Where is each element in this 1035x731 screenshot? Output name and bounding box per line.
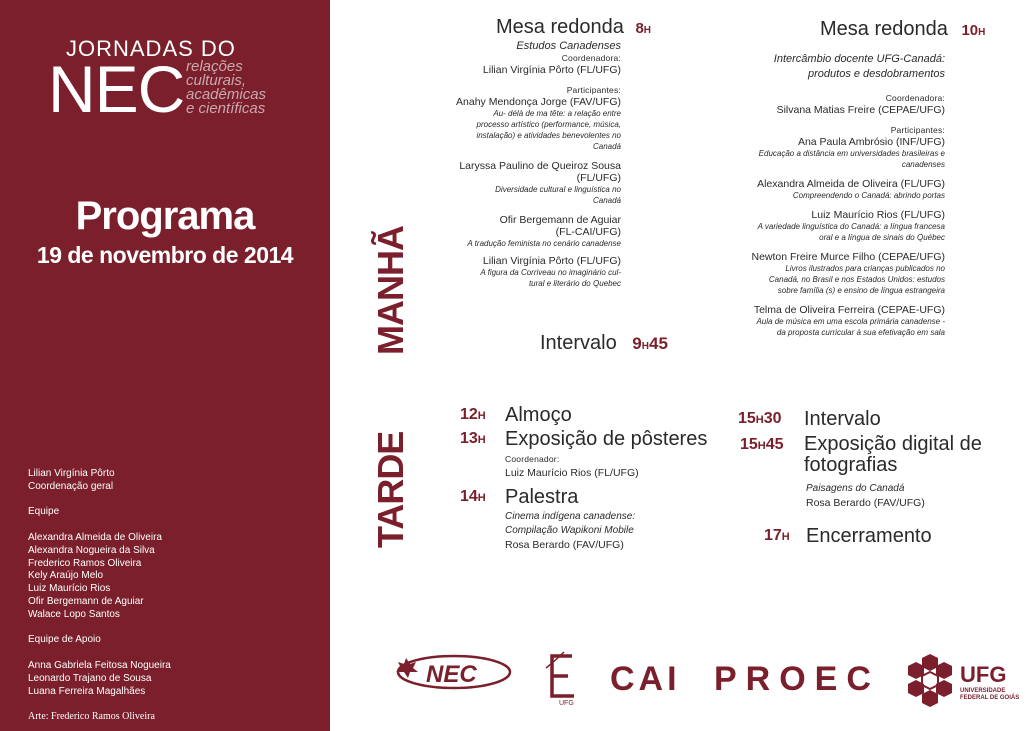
brand-sub-line: acadêmicas	[186, 86, 267, 103]
time-h: H	[477, 492, 486, 504]
time-number: 15	[740, 436, 758, 453]
time-number: 12	[460, 406, 478, 423]
team-member: Kely Araújo Melo	[28, 570, 104, 582]
time-number: 45	[765, 436, 784, 453]
time-h: H	[755, 414, 764, 426]
expo-sub: Paisagens do Canadá	[806, 483, 905, 494]
interval1	[540, 332, 668, 355]
almoco-label: Almoço	[505, 404, 572, 426]
ufg-emblem	[900, 650, 960, 715]
team-member: Ofir Bergemann de Aguiar	[28, 595, 144, 607]
time-h: H	[978, 27, 986, 38]
talk-line: canadenses	[901, 160, 945, 169]
participants-label: Participantes:	[566, 85, 621, 95]
brand-subtitle	[186, 60, 266, 116]
coord-name: Luiz Maurício Rios (FL/UFG)	[505, 467, 639, 479]
mesa2-heading	[820, 18, 985, 41]
mesa2-title: Mesa redonda	[820, 18, 948, 40]
talk-line: A figura da Corriveau no imaginário cul-	[480, 268, 621, 277]
participant-name: (FL-CAI/UFG)	[555, 226, 621, 238]
participant-name: Ana Paula Ambrósio (INF/UFG)	[797, 136, 945, 148]
mesa1-title: Mesa redonda	[496, 16, 624, 38]
posteres-body	[505, 453, 639, 479]
talk-line: Aula de música em uma escola primária canadense -	[756, 317, 945, 326]
talk-line: Au- délà de ma tête: a relação entre	[493, 109, 621, 118]
support-member: Anna Gabriela Feitosa Nogueira	[28, 659, 171, 671]
expo-body	[806, 482, 925, 510]
ufg-sub-line: FEDERAL DE GOIÁS	[960, 695, 1020, 701]
nec-logo	[392, 648, 512, 698]
palestra-body	[505, 510, 635, 552]
ufg-logo-sub	[960, 688, 1020, 702]
time-h: H	[641, 341, 649, 352]
time-number: 9	[632, 334, 642, 353]
participant-name: Anahy Mendonça Jorge (FAV/UFG)	[456, 96, 621, 108]
talk-line: instalação) e atividades benevolentes no	[476, 131, 621, 140]
time-number: 10	[961, 22, 979, 39]
participant-name: (FL/UFG)	[576, 172, 621, 184]
time-h: H	[757, 440, 766, 452]
participant	[430, 160, 621, 206]
participant-name: Ofir Bergemann de Aguiar	[499, 214, 621, 226]
time-number: 14	[460, 488, 478, 505]
mesa1-time	[635, 20, 651, 37]
talk-line: Livros ilustrados para crianças publicados no	[785, 264, 945, 273]
brand-sub-line: relações	[186, 58, 243, 75]
team-member: Alexandra Almeida de Oliveira	[28, 531, 162, 543]
talk-line: Diversidade cultural e linguística no	[495, 185, 621, 194]
coord-name: Lilian Virgínia Pôrto	[28, 468, 115, 479]
participant	[430, 214, 621, 249]
hexagon-cluster-icon	[900, 650, 960, 710]
time-number: 45	[648, 334, 668, 353]
participant-name: Telma de Oliveira Ferreira (CEPAE-UFG)	[753, 304, 945, 316]
mesa2-subtitle: produtos e desdobramentos	[808, 68, 945, 80]
participant	[700, 209, 945, 243]
palestra-sub: Cinema indígena canadense:	[505, 511, 636, 522]
credits	[28, 468, 171, 724]
support-label: Equipe de Apoio	[28, 634, 101, 646]
sidebar	[0, 0, 330, 731]
participant-name: Laryssa Paulino de Queiroz Sousa	[459, 160, 621, 172]
brand-nec: NEC	[48, 52, 185, 126]
e-logo-sub: UFG	[559, 700, 574, 707]
coord-label: Coordenador:	[505, 454, 560, 464]
participant	[430, 96, 621, 152]
support-member: Luana Ferreira Magalhães	[28, 685, 146, 697]
brand-top: JORNADAS DO	[66, 36, 236, 61]
page-title: Programa	[75, 194, 255, 238]
nec-logo-text: NEC	[426, 661, 477, 688]
participants-label: Participantes:	[890, 125, 945, 135]
time-number: 8	[635, 20, 644, 37]
team-label: Equipe	[28, 506, 60, 518]
team-member: Frederico Ramos Oliveira	[28, 557, 142, 569]
participant-name: Alexandra Almeida de Oliveira (FL/UFG)	[757, 178, 945, 190]
encerramento-time	[764, 527, 790, 545]
logos-bar	[392, 648, 1022, 718]
posteres-time	[460, 430, 486, 448]
event-date: 19 de novembro de 2014	[36, 242, 294, 268]
participant	[700, 178, 945, 201]
encerramento-label: Encerramento	[806, 525, 932, 547]
art-credit: Arte: Frederico Ramos Oliveira	[28, 711, 155, 723]
palestra-label: Palestra	[505, 486, 579, 508]
participant	[700, 136, 945, 170]
brand-sub-line: culturais,	[186, 72, 247, 89]
time-number: 30	[763, 410, 782, 427]
mesa2-body	[700, 52, 945, 338]
talk-line: da proposta curricular à sua efetivação em sala	[776, 328, 945, 337]
afternoon-label: TARDE	[370, 431, 411, 548]
expo-label-line: Exposição digital de	[804, 433, 982, 455]
coord-name: Silvana Matias Freire (CEPAE/UFG)	[776, 104, 945, 116]
mesa2-subtitle: Intercâmbio docente UFG-Canadá:	[773, 53, 945, 65]
mesa1-body	[430, 40, 621, 289]
speaker-name: Rosa Berardo (FAV/UFG)	[505, 539, 624, 551]
mesa1-subtitle: Estudos Canadenses	[516, 40, 621, 52]
talk-line: Canadá	[592, 196, 621, 205]
intervalo2-time	[738, 410, 782, 428]
palestra-sub: Compilação Wapikoni Mobile	[505, 525, 634, 536]
team-member: Walace Lopo Santos	[28, 608, 120, 620]
participant-name: Luiz Maurício Rios (FL/UFG)	[811, 209, 945, 221]
coord-label: Coordenadora:	[561, 53, 621, 63]
expo-label	[804, 434, 982, 476]
talk-line: processo artístico (performance, música,	[476, 120, 621, 129]
intervalo2-label: Intervalo	[804, 408, 881, 430]
proec-logo: PROEC	[714, 660, 880, 698]
speaker-name: Rosa Berardo (FAV/UFG)	[806, 497, 925, 509]
palestra-time	[460, 488, 486, 506]
expo-time	[740, 436, 784, 454]
almoco-time	[460, 406, 486, 424]
posteres-label: Exposição de pôsteres	[505, 428, 708, 450]
mesa2-time	[961, 22, 985, 39]
interval1-label: Intervalo	[540, 332, 617, 354]
talk-line: Compreendendo o Canadá: abrindo portas	[792, 191, 945, 200]
ufg-logo-text: UFG	[960, 662, 1007, 687]
talk-line: A variedade linguística do Canadá: a língua francesa	[757, 222, 945, 231]
coord-role: Coordenação geral	[28, 480, 114, 492]
participant-name: Newton Freire Murce Filho (CEPAE/UFG)	[751, 251, 945, 263]
talk-line: A tradução feminista no cenário canadense	[467, 239, 621, 248]
coord-label: Coordenadora:	[885, 93, 945, 103]
time-h: H	[643, 25, 652, 36]
participant	[700, 304, 945, 338]
brand-sub-line: e científicas	[186, 100, 266, 117]
ufg-sub-line: UNIVERSIDADE	[960, 688, 1006, 694]
participant	[430, 255, 621, 289]
time-number: 13	[460, 430, 478, 447]
team-member: Alexandra Nogueira da Silva	[28, 544, 155, 556]
talk-line: Canadá	[592, 142, 621, 151]
e-emblem-icon	[542, 650, 582, 706]
coord-name: Lilian Virgínia Pôrto (FL/UFG)	[482, 64, 621, 76]
talk-line: Canadá, no Brasil e nos Estados Unidos: estudos	[768, 275, 945, 284]
interval1-time	[632, 334, 668, 353]
talk-line: sobre família (s) e ensino de língua estrangeira	[777, 286, 945, 295]
talk-line: Educação a distância em universidades brasileiras e	[758, 149, 945, 158]
participant-name: Lilian Virgínia Pôrto (FL/UFG)	[482, 255, 621, 267]
time-h: H	[477, 434, 486, 446]
time-h: H	[477, 410, 486, 422]
talk-line: oral e a língua de sinais do Québec	[819, 233, 945, 242]
talk-line: tural e literário do Quebec	[528, 279, 621, 288]
support-member: Leonardo Trajano de Sousa	[28, 672, 152, 684]
participant	[700, 251, 945, 296]
time-number: 17	[764, 527, 782, 544]
mesa1-heading	[496, 16, 651, 39]
cai-logo: CAI	[610, 660, 681, 698]
expo-label-line: fotografias	[804, 454, 898, 476]
time-h: H	[781, 531, 790, 543]
time-number: 15	[738, 410, 756, 427]
team-member: Luiz Maurício Rios	[28, 583, 111, 595]
morning-label: MANHÃ	[370, 226, 411, 355]
